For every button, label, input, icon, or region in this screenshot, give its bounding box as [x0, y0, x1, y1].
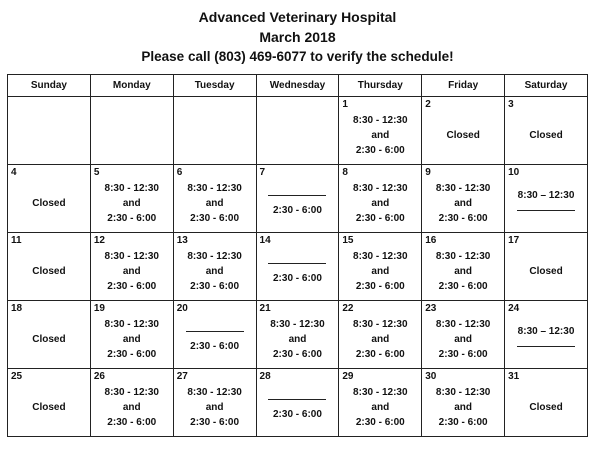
day-number: 13 — [176, 235, 188, 246]
weekday-header: Wednesday — [256, 75, 339, 97]
connector-text: and — [371, 197, 390, 209]
day-hours — [422, 108, 504, 162]
connector-text: and — [454, 333, 473, 345]
hours-text: 2:30 - 6:00 — [272, 273, 322, 284]
day-hours — [257, 312, 339, 366]
day-cell — [90, 97, 173, 165]
day-cell — [90, 369, 173, 437]
calendar-body — [8, 97, 588, 437]
hours-text: 8:30 - 12:30 — [187, 182, 242, 194]
hours-text: 2:30 - 6:00 — [438, 280, 488, 292]
day-number: 31 — [508, 371, 520, 382]
connector-text: and — [454, 265, 473, 277]
day-hours — [505, 380, 587, 434]
day-number: 6 — [176, 167, 183, 178]
hours-text: 2:30 - 6:00 — [355, 212, 405, 224]
connector-text: and — [122, 333, 141, 345]
day-cell — [505, 233, 588, 301]
connector-text: and — [205, 265, 224, 277]
hours-text: 8:30 - 12:30 — [104, 250, 159, 262]
hours-text: 2:30 - 6:00 — [107, 348, 157, 360]
hours-text: 2:30 - 6:00 — [272, 205, 322, 216]
day-hours — [505, 244, 587, 298]
day-cell — [422, 369, 505, 437]
weekday-header: Friday — [422, 75, 505, 97]
weekday-header: Saturday — [505, 75, 588, 97]
hours-text: 2:30 - 6:00 — [355, 348, 405, 360]
hours-text: 8:30 - 12:30 — [187, 386, 242, 398]
day-cell — [173, 97, 256, 165]
connector-text: and — [122, 401, 141, 413]
connector-text: and — [454, 401, 473, 413]
verify-notice: Please call (803) 469-6077 to verify the schedule! — [141, 49, 454, 64]
day-number: 22 — [342, 303, 354, 314]
day-number: 3 — [508, 99, 514, 110]
connector-text: and — [205, 197, 224, 209]
hours-text: 8:30 - 12:30 — [187, 250, 242, 262]
day-hours — [91, 380, 173, 434]
day-cell — [339, 233, 422, 301]
hours-text: 8:30 - 12:30 — [104, 318, 159, 330]
day-cell — [339, 97, 422, 165]
day-number: 2 — [425, 99, 431, 110]
hours-text: 8:30 - 12:30 — [353, 114, 408, 126]
week-row — [8, 369, 588, 437]
day-hours — [91, 244, 173, 298]
closed-label: Closed — [446, 129, 480, 141]
week-row — [8, 301, 588, 369]
day-hours — [8, 380, 90, 434]
day-hours — [422, 176, 504, 230]
closed-label: Closed — [32, 197, 66, 209]
day-hours — [8, 176, 90, 230]
day-cell — [8, 301, 91, 369]
day-cell — [8, 165, 91, 233]
day-hours — [91, 312, 173, 366]
day-number: 30 — [425, 371, 437, 382]
day-number: 21 — [259, 303, 271, 314]
day-cell — [90, 301, 173, 369]
day-hours — [339, 244, 421, 298]
day-hours — [257, 176, 339, 230]
hours-text: 8:30 - 12:30 — [353, 318, 408, 330]
day-number: 25 — [11, 371, 23, 382]
day-cell — [256, 97, 339, 165]
hours-text: 2:30 - 6:00 — [107, 212, 157, 224]
closed-label: Closed — [32, 333, 66, 345]
hours-text: 2:30 - 6:00 — [355, 416, 405, 428]
day-hours — [91, 176, 173, 230]
day-number: 11 — [11, 235, 22, 246]
blank-line — [268, 399, 326, 400]
day-number: 29 — [342, 371, 354, 382]
day-cell — [422, 97, 505, 165]
day-hours — [339, 312, 421, 366]
day-hours — [8, 244, 90, 298]
day-cell — [422, 233, 505, 301]
weekday-header: Thursday — [339, 75, 422, 97]
day-number: 8 — [342, 167, 348, 178]
day-hours — [505, 108, 587, 162]
hours-text: 8:30 - 12:30 — [104, 386, 159, 398]
day-hours — [339, 176, 421, 230]
hours-text: 8:30 - 12:30 — [435, 318, 491, 330]
closed-label: Closed — [529, 265, 563, 277]
day-hours — [505, 312, 587, 366]
day-hours — [339, 380, 421, 434]
day-cell — [339, 369, 422, 437]
day-number: 17 — [508, 235, 520, 246]
day-hours — [422, 380, 504, 434]
hours-text: 2:30 - 6:00 — [355, 144, 405, 156]
week-row — [8, 97, 588, 165]
closed-label: Closed — [32, 401, 66, 413]
connector-text: and — [454, 197, 473, 209]
day-hours — [174, 312, 256, 366]
hours-text: 8:30 - 12:30 — [435, 386, 491, 398]
day-cell — [505, 301, 588, 369]
day-hours — [257, 244, 339, 298]
hours-text: 2:30 - 6:00 — [438, 416, 488, 428]
connector-text: and — [371, 401, 390, 413]
hours-text: 2:30 - 6:00 — [190, 416, 240, 428]
day-number: 19 — [93, 303, 105, 314]
blank-line — [517, 210, 575, 211]
hours-text: 8:30 – 12:30 — [517, 326, 575, 337]
day-number: 20 — [176, 303, 188, 314]
day-hours — [174, 244, 256, 298]
day-cell — [173, 369, 256, 437]
day-cell — [422, 301, 505, 369]
day-cell — [173, 165, 256, 233]
hours-text: 2:30 - 6:00 — [107, 280, 157, 292]
day-cell — [505, 165, 588, 233]
hours-text: 2:30 - 6:00 — [438, 212, 488, 224]
day-cell — [256, 301, 339, 369]
day-number: 7 — [259, 167, 266, 178]
weekday-header-row — [8, 75, 588, 97]
day-cell — [173, 301, 256, 369]
blank-line — [268, 263, 326, 264]
day-cell — [422, 165, 505, 233]
weekday-header: Sunday — [8, 75, 91, 97]
connector-text: and — [371, 129, 390, 141]
day-number: 10 — [508, 167, 520, 178]
blank-line — [517, 346, 575, 347]
day-cell — [339, 165, 422, 233]
month-heading: March 2018 — [259, 29, 336, 45]
closed-label: Closed — [529, 401, 563, 413]
hours-text: 2:30 - 6:00 — [355, 280, 405, 292]
day-cell — [256, 165, 339, 233]
connector-text: and — [205, 401, 224, 413]
day-hours — [505, 176, 587, 230]
hours-text: 8:30 - 12:30 — [435, 182, 491, 194]
day-number: 5 — [93, 167, 100, 178]
closed-label: Closed — [32, 265, 66, 277]
day-cell — [339, 301, 422, 369]
calendar-table — [7, 74, 588, 437]
hours-text: 2:30 - 6:00 — [190, 212, 240, 224]
connector-text: and — [371, 333, 390, 345]
hours-text: 8:30 - 12:30 — [353, 182, 408, 194]
day-number: 12 — [93, 235, 105, 246]
day-number: 1 — [342, 99, 348, 110]
hours-text: 8:30 - 12:30 — [353, 386, 408, 398]
day-number: 23 — [425, 303, 437, 314]
connector-text: and — [122, 265, 141, 277]
hours-text: 8:30 - 12:30 — [104, 182, 159, 194]
day-cell — [173, 233, 256, 301]
day-number: 14 — [259, 235, 271, 246]
day-cell — [90, 233, 173, 301]
day-cell — [8, 369, 91, 437]
day-number: 15 — [342, 235, 354, 246]
day-number: 27 — [176, 371, 188, 382]
day-cell — [90, 165, 173, 233]
weekday-header: Monday — [90, 75, 173, 97]
day-hours — [422, 244, 504, 298]
hours-text: 8:30 - 12:30 — [353, 250, 408, 262]
connector-text: and — [288, 333, 307, 345]
day-cell — [505, 369, 588, 437]
day-cell — [505, 97, 588, 165]
week-row — [8, 165, 588, 233]
day-number: 18 — [11, 303, 23, 314]
connector-text: and — [122, 197, 141, 209]
hours-text: 8:30 - 12:30 — [270, 318, 325, 330]
day-number: 4 — [11, 167, 17, 178]
day-number: 9 — [425, 167, 431, 178]
day-hours — [174, 380, 256, 434]
hours-text: 2:30 - 6:00 — [190, 341, 240, 352]
hours-text: 2:30 - 6:00 — [438, 348, 488, 360]
day-number: 16 — [425, 235, 437, 246]
day-hours — [422, 312, 504, 366]
hours-text: 2:30 - 6:00 — [272, 409, 322, 420]
document-title: Advanced Veterinary Hospital — [198, 9, 397, 25]
hours-text: 2:30 - 6:00 — [190, 280, 240, 292]
blank-line — [186, 331, 244, 332]
day-number: 26 — [93, 371, 105, 382]
day-hours — [8, 312, 90, 366]
blank-line — [268, 195, 326, 196]
hours-text: 8:30 - 12:30 — [435, 250, 491, 262]
hours-text: 2:30 - 6:00 — [107, 416, 157, 428]
connector-text: and — [371, 265, 390, 277]
day-cell — [8, 97, 91, 165]
day-cell — [8, 233, 91, 301]
week-row — [8, 233, 588, 301]
day-cell — [256, 233, 339, 301]
day-number: 24 — [508, 303, 520, 314]
day-hours — [257, 380, 339, 434]
day-cell — [256, 369, 339, 437]
day-hours — [174, 176, 256, 230]
weekday-header: Tuesday — [173, 75, 256, 97]
hours-text: 8:30 – 12:30 — [517, 190, 575, 201]
hours-text: 2:30 - 6:00 — [272, 348, 322, 360]
day-hours — [339, 108, 421, 162]
closed-label: Closed — [529, 129, 563, 141]
day-number: 28 — [259, 371, 271, 382]
